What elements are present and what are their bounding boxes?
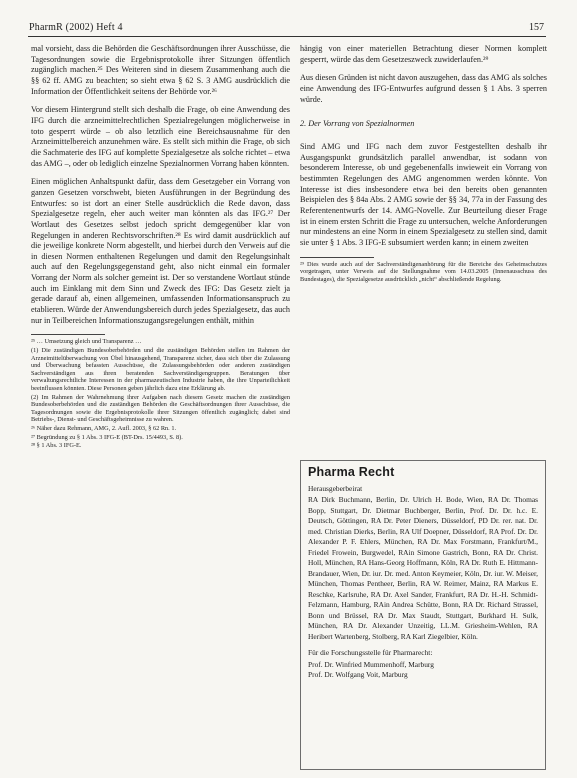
footnote: ²⁷ Begründung zu § 1 Abs. 3 IFG-E (BT-Drs. 15/4493, S. 8). [31,433,183,441]
society-member: Prof. Dr. Winfried Mummenhoff, Marburg [308,659,434,669]
box-title: Pharma Recht [308,465,395,479]
society-label: Für die Forschungsstelle für Pharmarecht: [308,648,433,657]
right-column [300,44,547,284]
footnote: ²⁵ … Umsetzung gleich und Transparenz … [31,338,142,346]
footnote: ²⁹ Dies wurde auch auf der Sachverständigenanhörung für die Bereiche des Geheimschutzes vorgetragen, unter Verweis auf die Stellungnahme vom 14.03.2005 (Innenausschuss des Bundestages), die Spezialgesetze ausdrücklich „nicht“ abschließende Regelung. [300,260,547,283]
left-column [31,44,290,451]
editors-list: RA Dirk Buchmann, Berlin, Dr. Ulrich H. Bode, Wien, RA Dr. Thomas Bopp, Stuttgart, Dr. Dietmar Buchberger, Berlin, Prof. Dr. Dr. h.c. E. Deutsch, Göttingen, RA Dr. Peter Dieners, Düsseldorf, PD Dr. rer. nat. Dr. med. Christian Dierks, Berlin, RA Ulf Doepner, Düsseldorf, RA Prof. Dr. Dr. Alexander P. F. Ehlers, München, RA Dr. Max Forstmann, Frankfurt/M., Friedel Frowein, Burgwedel, RAin Simone Gastrich, Bonn, RA Dr. Christ. Holl, München, RA Hans-Georg Hoffmann, Köln, RA Dr. Ruth E. Hittmann-Brandauer, Wien, Dr. iur. Dr. med. Anton Keymeier, Köln, Dr. iur. W. Meiser, München, Thomas Pentheer, Berlin, RA W. Reimer, Mainz, RA Markus E. Reschke, Karlsruhe, RA Dr. Axel Sander, Frankfurt, RA Dr. H.-H. Schmidt-Felzmann, Hamburg, RAin Andrea Schütte, Bonn, RA Dr. Richard Strassel, Bonn und Brüssel, RA Dr. Max Staudt, Stuttgart, Burkhard H. Sulk, München, RA Dr. Alexander Unzeitig, LL.M. Griesheim-Wehlen, RA Heribert Wartenberg, Stolberg, RA Karl Ziegelbier, Köln. [308,495,538,641]
footnote: (2) Im Rahmen der Wahrnehmung ihrer Aufgaben nach diesem Gesetz machen die zuständigen Bundesoberbehörden und die zuständigen Behörden die Geschäftsordnungen ihrer Ausschüsse, die Tagesordnungen sowie die Ergebnisprotokolle ihrer Sitzungen öffentlich zugänglich; dabei sind Betriebs-, Dienst- und Geschäftsgeheimnisse zu wahren. [31,393,290,424]
paragraph: Sind AMG und IFG nach dem zuvor Festgestellten deshalb ihr Ausgangspunkt grundsätzlich parallel anwendbar, ist sodann von besonderem Interesse, ob und gegebenenfalls inwieweit ein Vorrang von bestimmten Regelungen des AMG angenommen werden könnte. Von Interesse ist dies insbesondere etwa bei den bereits oben genannten Beispielen des § 84a Abs. 2 AMG sowie der §§ 34, 77a in der Fassung des Referentenentwurfs der 14. AMG-Novelle. Zur Beurteilung dieser Frage ist in einem ersten Schritt die Frage zu untersuchen, welche Anforderungen nur mindestens an eine Norm in einem Spezialgesetz zu stellen sind, damit sie unter § 1 Abs. 3 IFG-E subsumiert werden kann; in einem zweiten [300,141,547,247]
paragraph: mal vorsieht, dass die Behörden die Geschäftsordnungen ihrer Ausschüsse, die Tagesordnungen sowie die Ergebnisprotokolle ihrer Sitzungen öffentlich zugänglich machen.²⁵ Des Weiteren sind in diesem Zusammenhang auch die §§ 62 ff. AMG zu beachten; so sieht etwa § 62 S. 3 AMG ausdrücklich die Information der Öffentlichkeit seitens der Behörde vor.²⁶ [31,44,290,96]
running-header-journal: PharmR (2002) Heft 4 [29,22,123,33]
society-member: Prof. Dr. Wolfgang Voit, Marburg [308,670,408,679]
footnote: (1) Die zuständigen Bundesoberbehörden und die zuständigen Behörden stellen im Rahmen der Arzneimittelüberwachung von Übel hinausgehend, Transparenz sicher, dass sich über die Zulassung und Überwachung befassten Ausschüsse, die Zulassungsbehörden oder anderen zuständigen Sachverständigen aus ihren beratenden Sachverständigengruppen. Beratungen über verwaltungsrechtliche Interessen in der pharmazeutischen Industrie haben, die ihre Unparteilichkeit beeinflussen könnten. Diese Personen geben jährlich dazu eine Erklärung ab. [31,347,290,392]
editors-label: Herausgeberbeirat [308,483,363,493]
editorial-board-box [300,460,546,770]
page-number: 157 [529,22,544,33]
footnote-rule [300,257,374,258]
section-heading: 2. Der Vorrang von Spezialnormen [300,119,415,129]
paragraph: Vor diesem Hintergrund stellt sich deshalb die Frage, ob eine Anwendung des IFG durch die arzneimittelrechtlichen Spezialregelungen möglicherweise in toto gesperrt würde – ob also letztlich eine Bereichsausnahme für den Arzneimittelbereich anzunehmen wäre. Es stellt sich mithin die Frage, ob sich die Sachmaterie des IFG auf komplette Spezialgesetze als solche richtet – etwa das AMG –, oder ob lediglich einzelne Spezialnormen Vorrang haben könnten. [31,105,290,168]
footnote: ²⁸ § 1 Abs. 3 IFG-E. [31,442,82,450]
paragraph: hängig von einer materiellen Betrachtung dieser Normen komplett gesperrt, würde das dem Gesetzeszweck zuwiderlaufen.²⁹ [300,44,547,64]
footnote: ²⁶ Näher dazu Rehmann, AMG, 2. Aufl. 2003, § 62 Rn. 1. [31,424,177,432]
header-rule [28,36,546,37]
paragraph: Einen möglichen Anhaltspunkt dafür, dass dem Gesetzgeber ein Vorrang von ganzen Gesetzen vorschwebt, bieten Ausführungen in der Begründung des Entwurfes: so ist dort an einer Stelle ausdrücklich die Rede davon, dass Spezialgesetze regeln, eher auch weiter man könnten als das IFG.²⁷ Der Wortlaut des Gesetzes selbst jedoch spricht demgegenüber klar von Regelungen in anderen Rechtsvorschriften.²⁸ Es wird damit ausdrücklich auf die jeweilige konkrete Norm abgestellt, und hierbei durch den Verweis auf die in diesen Normen enthaltenen Regelungen und damit den Regelungsinhalt auch auf den Regelungsgegenstand geht, also nicht einmal ein formaler Vorrang der Norm als solcher gemeint ist. Der so verstandene Wortlaut stünde auch im Einklang mit dem Sinn und Zweck des IFG: Das Gesetz zielt ja gerade darauf ab, einen allgemeinen, umfassenden Informationsanspruch zu etablieren. Würde der Anwendungsbereich durch jedes Spezialgesetz, das auch nur in Teilbereichen Informationszugangsregelungen enthält, mithin [31,177,290,325]
paragraph: Aus diesen Gründen ist nicht davon auszugehen, dass das AMG als solches eine Anwendung des IFG-Entwurfes aufgrund dessen § 1 Abs. 3 sperren würde. [300,73,547,104]
footnote-rule [31,334,105,335]
